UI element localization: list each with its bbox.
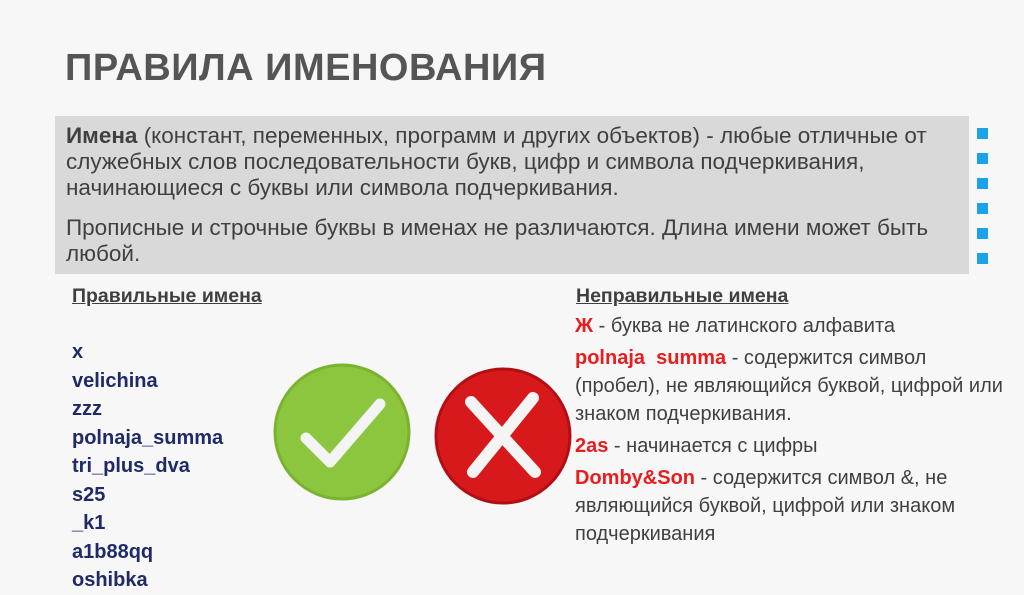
incorrect-name: Domby&Son [575, 467, 695, 489]
list-item: tri_plus_dva [72, 455, 190, 477]
square-bullet-icon [977, 228, 988, 239]
incorrect-explanation: - содержится символ (пробел), не являющийся буквой, цифрой или знаком подчеркивания. [575, 347, 1003, 425]
square-bullet-icon [977, 203, 988, 214]
page-title: ПРАВИЛА ИМЕНОВАНИЯ [65, 47, 547, 89]
decorative-squares [977, 128, 991, 278]
list-item: polnaja_summa [72, 426, 224, 449]
list-item [575, 432, 1015, 460]
list-item: a1b88qq [72, 540, 154, 563]
intro-term: Имена [66, 123, 138, 148]
incorrect-name: 2as [575, 435, 609, 457]
square-bullet-icon [977, 128, 988, 139]
list-item: s25 [72, 483, 106, 506]
incorrect-names-list [575, 312, 1015, 552]
list-item: zzz [72, 398, 102, 420]
incorrect-names-heading: Неправильные имена [576, 285, 789, 307]
check-mark-icon [272, 362, 412, 502]
incorrect-name: Ж [575, 315, 594, 337]
correct-names-heading: Правильные имена [72, 285, 262, 307]
square-bullet-icon [977, 153, 988, 164]
list-item: x [72, 341, 84, 363]
list-item: _k1 [72, 512, 106, 534]
cross-mark-icon [433, 366, 573, 506]
intro-definition [66, 123, 966, 201]
incorrect-explanation: - буква не латинского алфавита [593, 315, 896, 337]
incorrect-explanation: - содержится символ &, не являющийся буквой, цифрой или знаком подчеркивания [575, 467, 956, 545]
intro-definition-text: (констант, переменных, программ и других объектов) - любые отличные от служебных слов последовательности букв, цифр и символа подчеркивания, начинающиеся с буквы или символа подчеркивания. [66, 123, 927, 200]
square-bullet-icon [977, 178, 988, 189]
incorrect-name: polnaja summa [575, 347, 727, 369]
correct-names-list [72, 338, 223, 595]
list-item: oshibka [72, 569, 148, 591]
incorrect-explanation: - начинается с цифры [608, 435, 818, 457]
list-item [575, 344, 1015, 428]
list-item: velichina [72, 369, 158, 392]
square-bullet-icon [977, 253, 988, 264]
list-item [575, 312, 1015, 340]
intro-case-note: Прописные и строчные буквы в именах не различаются. Длина имени может быть любой. [66, 215, 929, 266]
list-item [575, 464, 1015, 548]
